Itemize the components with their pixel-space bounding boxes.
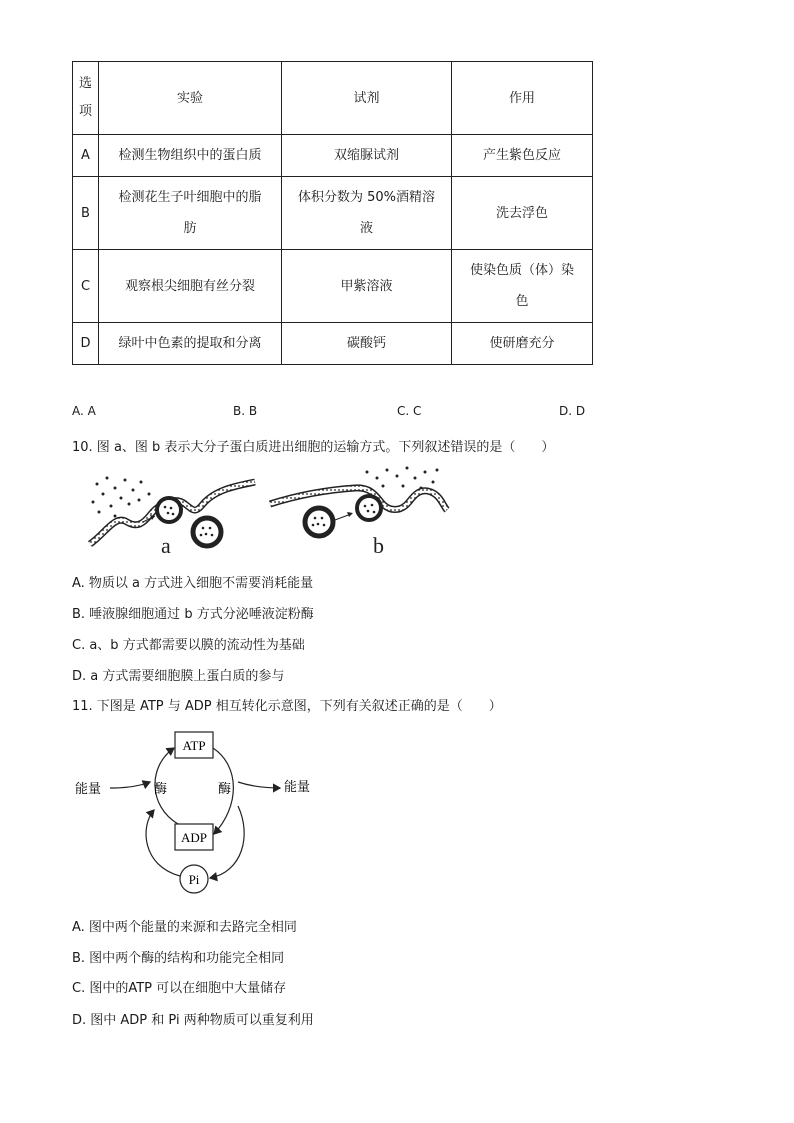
row-option: D — [73, 323, 99, 365]
row-reagent — [282, 177, 452, 250]
table-header-row — [73, 62, 593, 135]
q10-option-d[interactable]: D. a 方式需要细胞膜上蛋白质的参与 — [72, 669, 285, 684]
q11-stem: 11. 下图是 ATP 与 ADP 相互转化示意图，下列有关叙述正确的是（ ） — [72, 699, 502, 714]
q11-option-a[interactable]: A. 图中两个能量的来源和去路完全相同 — [72, 920, 297, 935]
row-effect — [452, 250, 593, 323]
table-row — [73, 177, 593, 250]
enzyme-left-label: 酶 — [154, 782, 168, 797]
energy-in-label: 能量 — [75, 782, 102, 797]
row-experiment: 绿叶中色素的提取和分离 — [99, 323, 282, 365]
adp-label: ADP — [180, 830, 208, 845]
table-row — [73, 323, 593, 365]
row-option: C — [73, 250, 99, 323]
header-option-line1: 选 — [78, 76, 92, 91]
row-reagent: 碳酸钙 — [282, 323, 452, 365]
q9-option-a[interactable]: A. A — [72, 404, 96, 418]
cell-line: 肪 — [183, 221, 197, 236]
figure-a-endocytosis — [90, 477, 255, 557]
cell-line: 使染色质（体）染 — [469, 263, 574, 278]
pi-label: Pi — [188, 872, 200, 887]
row-experiment — [99, 177, 282, 250]
q10-endocytosis-exocytosis-figure — [85, 464, 455, 556]
table-row — [73, 135, 593, 177]
header-reagent: 试剂 — [282, 62, 452, 135]
header-experiment: 实验 — [99, 62, 282, 135]
cell-line: 体积分数为 50%酒精溶 — [297, 190, 436, 205]
header-option-line2: 项 — [78, 104, 92, 119]
q9-option-b[interactable]: B. B — [233, 404, 258, 418]
enzyme-right-label: 酶 — [218, 782, 232, 797]
row-effect: 使研磨充分 — [452, 323, 593, 365]
q11-option-b[interactable]: B. 图中两个酶的结构和功能完全相同 — [72, 951, 285, 966]
figure-b-exocytosis — [270, 467, 447, 557]
q9-option-d[interactable]: D. D — [559, 404, 586, 418]
row-experiment: 检测生物组织中的蛋白质 — [99, 135, 282, 177]
row-effect: 产生紫色反应 — [452, 135, 593, 177]
q11-atp-adp-cycle-diagram — [70, 726, 330, 898]
q10-option-c[interactable]: C. a、b 方式都需要以膜的流动性为基础 — [72, 638, 305, 653]
header-option — [73, 62, 99, 135]
figure-b-label: b — [373, 533, 384, 556]
row-effect: 洗去浮色 — [452, 177, 593, 250]
q11-option-d[interactable]: D. 图中 ADP 和 Pi 两种物质可以重复利用 — [72, 1013, 314, 1028]
header-effect: 作用 — [452, 62, 593, 135]
row-reagent: 甲紫溶液 — [282, 250, 452, 323]
figure-a-label: a — [161, 533, 171, 556]
energy-out-label: 能量 — [284, 780, 311, 795]
table-row — [73, 250, 593, 323]
q11-option-c[interactable]: C. 图中的ATP 可以在细胞中大量储存 — [72, 981, 287, 996]
q9-option-c[interactable]: C. C — [397, 404, 422, 418]
row-reagent: 双缩脲试剂 — [282, 135, 452, 177]
cell-line: 色 — [515, 294, 529, 309]
row-option: B — [73, 177, 99, 250]
q10-stem: 10. 图 a、图 b 表示大分子蛋白质进出细胞的运输方式。下列叙述错误的是（ ） — [72, 440, 555, 455]
atp-label: ATP — [182, 738, 206, 753]
row-option: A — [73, 135, 99, 177]
question-9-table — [72, 61, 593, 365]
q10-option-a[interactable]: A. 物质以 a 方式进入细胞不需要消耗能量 — [72, 576, 314, 591]
q10-option-b[interactable]: B. 唾液腺细胞通过 b 方式分泌唾液淀粉酶 — [72, 607, 314, 622]
row-experiment: 观察根尖细胞有丝分裂 — [99, 250, 282, 323]
cell-line: 检测花生子叶细胞中的脂 — [118, 190, 262, 205]
cell-line: 液 — [359, 221, 373, 236]
